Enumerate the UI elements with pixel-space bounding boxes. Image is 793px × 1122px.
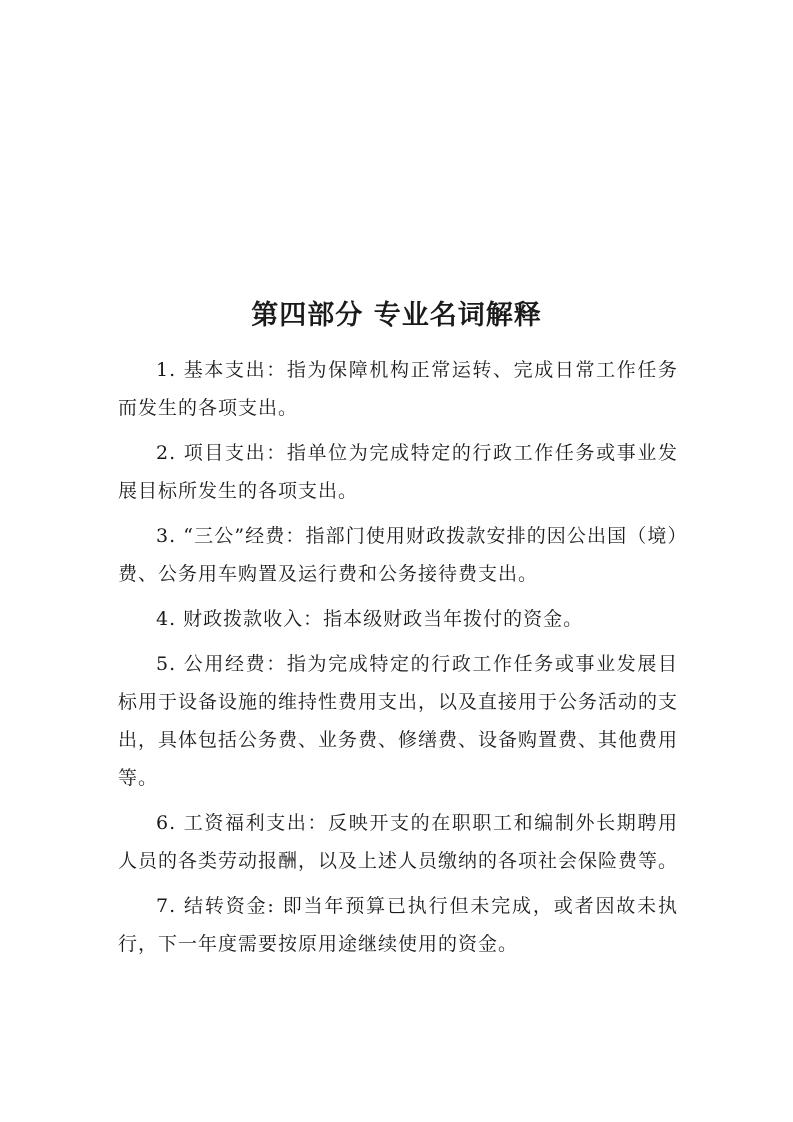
term-label: 4. 财政拨款收入： (156, 608, 324, 630)
term-wage-welfare-expenditure (118, 804, 678, 880)
term-fiscal-appropriation-income (118, 600, 678, 638)
term-basic-expenditure (118, 351, 678, 427)
term-carryover-funds (118, 887, 678, 963)
term-definition: 即当年预算已执行但未完成，或者因故未执行，下一年度需要按原用途继续使用的资金。 (118, 895, 678, 955)
term-public-funds (118, 645, 678, 797)
page-title: 第四部分 专业名词解释 (251, 300, 542, 331)
term-label: 5. 公用经费： (156, 653, 287, 675)
term-label: 3. “三公”经费： (156, 525, 306, 547)
term-definition: 指为完成特定的行政工作任务或事业发展目标用于设备设施的维持性费用支出，以及直接用于公务活动的支出，具体包括公务费、业务费、修缮费、设备购置费、其他费用等。 (118, 653, 679, 789)
term-project-expenditure (118, 434, 678, 510)
term-definition: 指为保障机构正常运转、完成日常工作任务而发生的各项支出。 (118, 359, 678, 419)
term-label: 6. 工资福利支出： (156, 812, 329, 834)
term-label: 1. 基本支出： (156, 359, 287, 381)
term-label: 7. 结转资金: (156, 895, 275, 917)
term-definition: 反映开支的在职职工和编制外长期聘用人员的各类劳动报酬，以及上述人员缴纳的各项社会保险费等。 (118, 812, 679, 872)
term-definition: 指部门使用财政拨款安排的因公出国（境）费、公务用车购置及运行费和公务接待费支出。 (118, 525, 678, 585)
term-label: 2. 项目支出： (156, 442, 287, 464)
term-definition: 指本级财政当年拨付的资金。 (323, 608, 584, 630)
term-three-public-funds (118, 517, 678, 593)
term-definition: 指单位为完成特定的行政工作任务或事业发展目标所发生的各项支出。 (118, 442, 678, 502)
terms-list (118, 351, 678, 970)
